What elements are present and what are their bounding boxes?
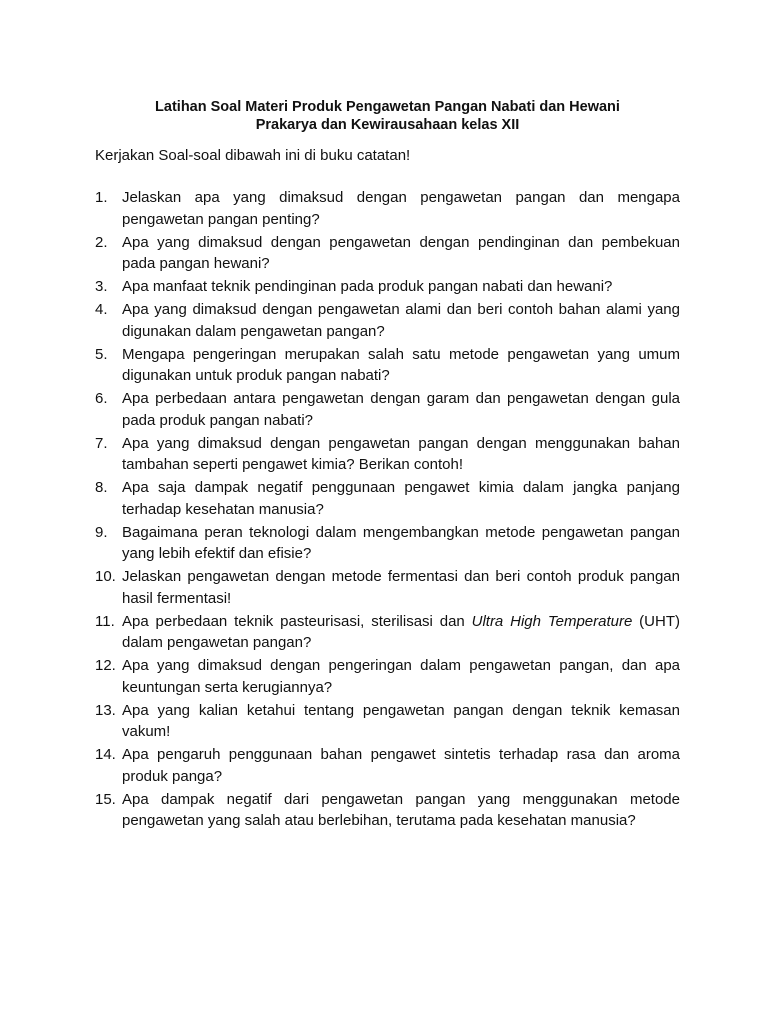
document-title: [95, 98, 680, 134]
question-text: Apa yang dimaksud dengan pengeringan dalam pengawetan pangan, dan apa keuntungan serta kerugiannya?: [122, 657, 680, 696]
document-page: [95, 98, 680, 833]
question-item: [95, 744, 680, 787]
question-text: Apa perbedaan antara pengawetan dengan garam dan pengawetan dengan gula pada produk pangan nabati?: [122, 390, 680, 429]
question-number: 9.: [95, 523, 108, 541]
question-text: Jelaskan pengawetan dengan metode fermentasi dan beri contoh produk pangan hasil fermentasi!: [122, 568, 680, 607]
question-text: Apa yang dimaksud dengan pengawetan pangan dengan menggunakan bahan tambahan seperti pengawet kimia? Berikan contoh!: [122, 434, 680, 473]
question-number: 13.: [95, 701, 116, 719]
question-item: [95, 299, 680, 342]
question-text: Apa saja dampak negatif penggunaan pengawet kimia dalam jangka panjang terhadap kesehatan manusia?: [122, 479, 680, 518]
question-text-part: Apa perbedaan teknik pasteurisasi, sterilisasi dan: [122, 612, 472, 630]
question-item: [95, 388, 680, 431]
question-text: Apa yang dimaksud dengan pengawetan dengan pendinginan dan pembekuan pada pangan hewani?: [122, 233, 680, 272]
question-item: [95, 276, 680, 298]
question-text: [122, 613, 680, 652]
question-text: Apa yang dimaksud dengan pengawetan alami dan beri contoh bahan alami yang digunakan dalam pengawetan pangan?: [122, 301, 680, 340]
question-item: [95, 187, 680, 230]
question-number: 7.: [95, 434, 108, 452]
question-text: Bagaimana peran teknologi dalam mengembangkan metode pengawetan pangan yang lebih efektif dan efisie?: [122, 523, 680, 562]
question-number: 6.: [95, 390, 108, 407]
question-item: [95, 611, 680, 654]
question-item: [95, 789, 680, 832]
question-item: [95, 344, 680, 387]
question-number: 8.: [95, 479, 108, 496]
question-number: 15.: [95, 790, 116, 808]
question-item: [95, 232, 680, 275]
question-item: [95, 700, 680, 743]
question-list: [95, 187, 680, 832]
question-text-part: (UHT) dalam pengawetan pangan?: [122, 612, 680, 651]
question-text: Apa pengaruh penggunaan bahan pengawet sintetis terhadap rasa dan aroma produk panga?: [122, 746, 680, 785]
question-number: 4.: [95, 301, 108, 318]
instruction-text: Kerjakan Soal-soal dibawah ini di buku catatan!: [95, 147, 411, 164]
question-text: Apa yang kalian ketahui tentang pengawetan pangan dengan teknik kemasan vakum!: [122, 701, 680, 740]
question-number: 1.: [95, 189, 108, 206]
question-text: Mengapa pengeringan merupakan salah satu metode pengawetan yang umum digunakan untuk produk pangan nabati?: [122, 345, 680, 384]
question-number: 5.: [95, 345, 108, 363]
question-item: [95, 522, 680, 565]
question-number: 3.: [95, 278, 108, 295]
question-number: 11.: [95, 612, 115, 630]
question-text: Apa dampak negatif dari pengawetan pangan yang menggunakan metode pengawetan yang salah atau berlebihan, terutama pada kesehatan manusia?: [122, 790, 680, 829]
question-item: [95, 433, 680, 476]
question-number: 10.: [95, 568, 116, 585]
question-number: 12.: [95, 657, 116, 674]
question-number: 2.: [95, 233, 108, 251]
title-line-1: Latihan Soal Materi Produk Pengawetan Pangan Nabati dan Hewani: [155, 99, 620, 115]
question-text: Apa manfaat teknik pendinginan pada produk pangan nabati dan hewani?: [122, 278, 613, 295]
title-line-2: Prakarya dan Kewirausahaan kelas XII: [255, 117, 520, 133]
question-number: 14.: [95, 746, 116, 763]
question-item: [95, 477, 680, 520]
question-text: Jelaskan apa yang dimaksud dengan pengawetan pangan dan mengapa pengawetan pangan penting?: [122, 189, 680, 228]
question-text-italic: Ultra High Temperature: [471, 612, 633, 630]
question-item: [95, 566, 680, 609]
question-item: [95, 655, 680, 698]
